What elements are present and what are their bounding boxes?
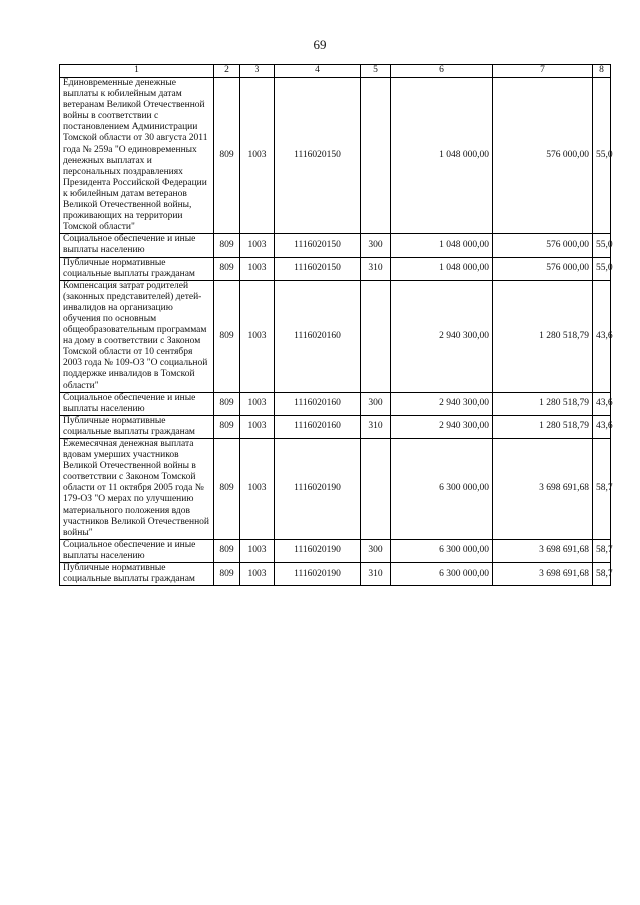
budget-table xyxy=(59,64,611,586)
cell-name: Социальное обеспечение и иные выплаты населению xyxy=(60,234,214,257)
cell-planned-amount: 6 300 000,00 xyxy=(391,539,493,562)
cell-ved-code: 809 xyxy=(214,539,240,562)
cell-ved-code: 809 xyxy=(214,392,240,415)
cell-section-code: 1003 xyxy=(240,257,275,280)
cell-percent: 43,6 xyxy=(593,392,611,415)
cell-ved-code: 809 xyxy=(214,234,240,257)
cell-target-article: 1116020160 xyxy=(275,280,361,392)
cell-name: Публичные нормативные социальные выплаты гражданам xyxy=(60,415,214,438)
cell-ved-code: 809 xyxy=(214,439,240,540)
cell-section-code: 1003 xyxy=(240,234,275,257)
cell-target-article: 1116020150 xyxy=(275,234,361,257)
cell-section-code: 1003 xyxy=(240,539,275,562)
table-row xyxy=(60,280,611,392)
cell-planned-amount: 2 940 300,00 xyxy=(391,280,493,392)
cell-target-article: 1116020160 xyxy=(275,392,361,415)
header-col-4: 4 xyxy=(275,65,361,78)
cell-expense-type: 300 xyxy=(361,539,391,562)
cell-actual-amount: 1 280 518,79 xyxy=(493,280,593,392)
table-row xyxy=(60,234,611,257)
cell-name: Ежемесячная денежная выплата вдовам умерших участников Великой Отечественной войны в соответствии с Законом Томской области от 11 октября 2005 года № 179-ОЗ "О мерах по улучшению материального положения вдов участников Великой Отечественной войны" xyxy=(60,439,214,540)
header-col-1: 1 xyxy=(60,65,214,78)
header-col-2: 2 xyxy=(214,65,240,78)
cell-section-code: 1003 xyxy=(240,280,275,392)
table-row xyxy=(60,415,611,438)
cell-expense-type xyxy=(361,78,391,234)
table-row xyxy=(60,392,611,415)
cell-name: Социальное обеспечение и иные выплаты населению xyxy=(60,392,214,415)
table-row xyxy=(60,563,611,586)
cell-section-code: 1003 xyxy=(240,78,275,234)
cell-planned-amount: 1 048 000,00 xyxy=(391,257,493,280)
cell-expense-type: 300 xyxy=(361,392,391,415)
cell-actual-amount: 576 000,00 xyxy=(493,78,593,234)
cell-ved-code: 809 xyxy=(214,415,240,438)
cell-planned-amount: 2 940 300,00 xyxy=(391,392,493,415)
cell-target-article: 1116020150 xyxy=(275,257,361,280)
cell-target-article: 1116020190 xyxy=(275,539,361,562)
cell-section-code: 1003 xyxy=(240,439,275,540)
cell-actual-amount: 3 698 691,68 xyxy=(493,439,593,540)
cell-planned-amount: 1 048 000,00 xyxy=(391,234,493,257)
cell-section-code: 1003 xyxy=(240,563,275,586)
header-row xyxy=(60,65,611,78)
table-row xyxy=(60,539,611,562)
cell-ved-code: 809 xyxy=(214,257,240,280)
cell-target-article: 1116020190 xyxy=(275,563,361,586)
cell-ved-code: 809 xyxy=(214,78,240,234)
cell-planned-amount: 6 300 000,00 xyxy=(391,439,493,540)
cell-target-article: 1116020190 xyxy=(275,439,361,540)
header-col-6: 6 xyxy=(391,65,493,78)
cell-expense-type: 310 xyxy=(361,415,391,438)
cell-percent: 58,7 xyxy=(593,539,611,562)
cell-target-article: 1116020150 xyxy=(275,78,361,234)
cell-percent: 55,0 xyxy=(593,78,611,234)
cell-planned-amount: 6 300 000,00 xyxy=(391,563,493,586)
cell-ved-code: 809 xyxy=(214,280,240,392)
cell-expense-type xyxy=(361,280,391,392)
cell-actual-amount: 1 280 518,79 xyxy=(493,392,593,415)
page-number: 69 xyxy=(313,37,327,52)
cell-actual-amount: 3 698 691,68 xyxy=(493,563,593,586)
cell-name: Публичные нормативные социальные выплаты гражданам xyxy=(60,257,214,280)
cell-percent: 43,6 xyxy=(593,280,611,392)
table-row xyxy=(60,439,611,540)
cell-actual-amount: 3 698 691,68 xyxy=(493,539,593,562)
cell-expense-type: 310 xyxy=(361,563,391,586)
cell-percent: 55,0 xyxy=(593,234,611,257)
cell-expense-type: 310 xyxy=(361,257,391,280)
cell-section-code: 1003 xyxy=(240,415,275,438)
table-row xyxy=(60,78,611,234)
cell-name: Публичные нормативные социальные выплаты гражданам xyxy=(60,563,214,586)
cell-actual-amount: 576 000,00 xyxy=(493,234,593,257)
cell-planned-amount: 1 048 000,00 xyxy=(391,78,493,234)
cell-name: Компенсация затрат родителей (законных представителей) детей-инвалидов на организацию обучения по основным общеобразовательным программам на дому в соответствии с Законом Томской области от 10 сентября 2003 года № 109-ОЗ "О социальной поддержке инвалидов в Томской области" xyxy=(60,280,214,392)
cell-name: Единовременные денежные выплаты к юбилейным датам ветеранам Великой Отечественной войны в соответствии с постановлением Администрации Томской области от 30 августа 2011 года № 259а "О единовременных денежных выплатах и персональных поздравлениях Президента Российской Федерации к юбилейным датам ветеранов Великой Отечественной войны, проживающих на территории Томской области" xyxy=(60,78,214,234)
cell-percent: 55,0 xyxy=(593,257,611,280)
cell-planned-amount: 2 940 300,00 xyxy=(391,415,493,438)
cell-expense-type: 300 xyxy=(361,234,391,257)
cell-percent: 43,6 xyxy=(593,415,611,438)
header-col-3: 3 xyxy=(240,65,275,78)
cell-name: Социальное обеспечение и иные выплаты населению xyxy=(60,539,214,562)
header-col-7: 7 xyxy=(493,65,593,78)
table-row xyxy=(60,257,611,280)
cell-target-article: 1116020160 xyxy=(275,415,361,438)
cell-section-code: 1003 xyxy=(240,392,275,415)
cell-actual-amount: 576 000,00 xyxy=(493,257,593,280)
cell-ved-code: 809 xyxy=(214,563,240,586)
cell-percent: 58,7 xyxy=(593,439,611,540)
header-col-8: 8 xyxy=(593,65,611,78)
cell-percent: 58,7 xyxy=(593,563,611,586)
header-col-5: 5 xyxy=(361,65,391,78)
cell-actual-amount: 1 280 518,79 xyxy=(493,415,593,438)
cell-expense-type xyxy=(361,439,391,540)
